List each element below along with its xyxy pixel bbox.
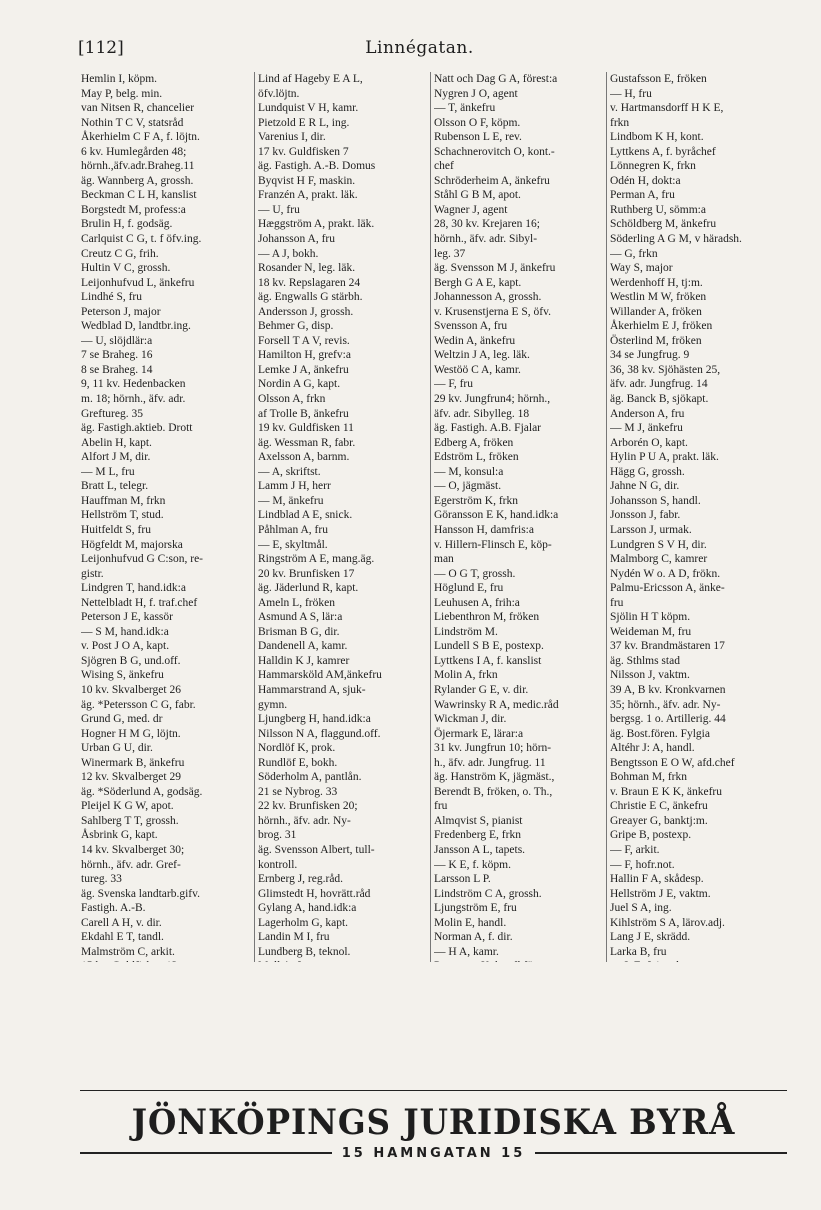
- directory-entry: Peterson J, major: [81, 305, 161, 318]
- directory-entry: Juel S A, ing.: [610, 902, 672, 915]
- directory-entry: Lindström M.: [434, 625, 498, 638]
- directory-entry: May P, belg. min.: [81, 87, 163, 100]
- directory-entry: Molin E, handl.: [434, 916, 507, 929]
- directory-entry: Nygren J O, agent: [434, 87, 518, 100]
- directory-entry: Schröderheim A, änkefru: [434, 174, 550, 187]
- directory-entry: hörnh., äfv. adr. Ny-: [258, 814, 351, 827]
- directory-entry: Perman A, fru: [610, 189, 675, 202]
- directory-entry: 31 kv. Jungfrun 10; hörn-: [434, 742, 552, 755]
- directory-entry: Öjermark E, lärar:a: [434, 727, 524, 740]
- directory-entry: kontroll.: [258, 858, 298, 871]
- directory-entry: Egerström K, frkn: [434, 494, 518, 507]
- directory-entry: Anderson A, fru: [610, 407, 685, 420]
- directory-entry: Lind af Hageby E A L,: [258, 73, 363, 85]
- directory-entry: Ruthberg U, sömm:a: [610, 203, 706, 216]
- directory-entry: Malmborg C, kamrer: [610, 553, 708, 566]
- directory-entry: äg. Banck B, sjökapt.: [610, 393, 709, 406]
- directory-entry: 8 se Braheg. 14: [81, 363, 153, 376]
- directory-entry: Pleijel K G W, apot.: [81, 800, 174, 813]
- directory-entry: — H, fru: [610, 87, 652, 100]
- directory-entry: Greftureg. 35: [81, 407, 143, 420]
- directory-entry: Wawrinsky R A, medic.råd: [434, 698, 559, 711]
- directory-entry: Lagerholm G, kapt.: [258, 916, 349, 929]
- directory-entry: Sahlberg T T, grossh.: [81, 814, 179, 827]
- directory-entry: Arborén O, kapt.: [610, 436, 688, 449]
- directory-entry: Gripe B, postexp.: [610, 829, 692, 842]
- directory-entry: Lindström C A, grossh.: [434, 887, 542, 900]
- directory-entry: Brulin H, f. godsäg.: [81, 218, 173, 231]
- directory-entry: hörnh., äfv. adr. Gref-: [81, 858, 181, 871]
- directory-entry: Franzén A, prakt. läk.: [258, 189, 358, 202]
- directory-entry: Ekdahl E T, tandl.: [81, 931, 164, 944]
- directory-entry: [434, 959, 603, 962]
- directory-entry: Kihlström S A, lärov.adj.: [610, 916, 725, 929]
- directory-entry: Åkerhielm C F A, f. löjtn.: [81, 131, 200, 144]
- directory-entry: brog. 31: [258, 829, 297, 842]
- directory-entry: Bergh G A E, kapt.: [434, 276, 522, 289]
- column-1: [78, 72, 254, 962]
- directory-entry: Larsson L P.: [434, 873, 491, 886]
- directory-entry: äg. Svensson Albert, tull-: [258, 843, 375, 856]
- directory-entry: Lönnegren K, frkn: [610, 160, 696, 173]
- directory-entry: Larsson J, urmak.: [610, 523, 692, 536]
- directory-entry: Ljungberg H, hand.idk:a: [258, 713, 371, 726]
- directory-entry: äg. Fastigh. A.B. Fjalar: [434, 422, 542, 435]
- directory-entry: 22 kv. Brunfisken 20;: [258, 800, 358, 813]
- directory-entry: Sjölin H T köpm.: [610, 611, 691, 624]
- directory-entry: — E, skyltmål.: [258, 538, 328, 551]
- directory-entry: Fredenberg E, frkn: [434, 829, 521, 842]
- directory-entry: 28, 30 kv. Krejaren 16;: [434, 218, 540, 231]
- directory-entry: Wedblad D, landtbr.ing.: [81, 320, 191, 333]
- directory-entry: äg. Jäderlund R, kapt.: [258, 582, 359, 595]
- directory-entry: Pietzold E R L, ing.: [258, 116, 350, 129]
- directory-entry: — O G T, grossh.: [434, 567, 516, 580]
- directory-entry: fru: [610, 596, 624, 609]
- directory-entry: äfv. adr. Jungfrug. 14: [610, 378, 708, 391]
- directory-entry: — F, arkit.: [610, 843, 660, 856]
- directory-entry: 36, 38 kv. Sjöhästen 25,: [610, 363, 721, 376]
- directory-entry: 7 se Braheg. 16: [81, 349, 153, 362]
- directory-entry: — H A, kamr.: [434, 945, 499, 958]
- directory-entry: Nordin A G, kapt.: [258, 378, 341, 391]
- directory-entry: Wickman J, dir.: [434, 713, 507, 726]
- directory-entry: h., äfv. adr. Jungfrug. 11: [434, 756, 546, 769]
- directory-entry: Hultin V C, grossh.: [81, 262, 171, 275]
- directory-entry: Creutz C G, frih.: [81, 247, 159, 260]
- directory-entry: Leijonhufvud G C:son, re-: [81, 553, 204, 566]
- directory-entry: Landin M I, fru: [258, 931, 330, 944]
- directory-entry: äg. Svensson M J, änkefru: [434, 262, 556, 275]
- directory-entry: äg. Wessman R, fabr.: [258, 436, 356, 449]
- directory-entry: Odén H, dokt:a: [610, 174, 681, 187]
- directory-entry: Rundlöf E, bokh.: [258, 756, 338, 769]
- directory-entry: Söderholm A, pantlån.: [258, 771, 362, 784]
- directory-entry: Grund G, med. dr: [81, 713, 163, 726]
- directory-entry: 6 kv. Humlegården 48;: [81, 145, 187, 158]
- directory-entry: Werdenhoff H, tj:m.: [610, 276, 703, 289]
- column-2: [254, 72, 430, 962]
- directory-entry: Edström L, fröken: [434, 451, 519, 464]
- advertisement-title: JÖNKÖPINGS JURIDISKA BYRÅ: [131, 1102, 736, 1143]
- directory-entry: af Trolle B, änkefru: [258, 407, 349, 420]
- directory-entry: Lindgren T, hand.idk:a: [81, 582, 186, 595]
- directory-entry: Bratt L, telegr.: [81, 480, 149, 493]
- directory-entry: bergsg. 1 o. Artillerig. 44: [610, 713, 726, 726]
- directory-entry: — S M, hand.idk:a: [81, 625, 169, 638]
- directory-entry: — M L, fru: [81, 465, 135, 478]
- directory-entry: Natt och Dag G A, förest:a: [434, 73, 558, 85]
- directory-entry: Olsson O F, köpm.: [434, 116, 521, 129]
- directory-entry: tureg. 33: [81, 873, 122, 886]
- directory-entry: Lundell S B E, postexp.: [434, 640, 544, 653]
- directory-entry: Wising S, änkefru: [81, 669, 164, 682]
- directory-entry: Jahne N G, dir.: [610, 480, 680, 493]
- directory-entry: Söderling A G M, v häradsh.: [610, 233, 742, 246]
- directory-entry: Höglund E, fru: [434, 582, 504, 595]
- directory-entry: gymn.: [258, 698, 288, 711]
- directory-entry: Brisman B G, dir.: [258, 625, 340, 638]
- directory-entry: Huitfeldt S, fru: [81, 523, 151, 536]
- directory-entry: Ståhl G B M, apot.: [434, 189, 521, 202]
- directory-entry: äg. Fastigh.aktieb. Drott: [81, 422, 193, 435]
- directory-entry: Glimstedt H, hovrätt.råd: [258, 887, 371, 900]
- directory-entry: Hellström J E, vaktm.: [610, 887, 711, 900]
- directory-entry: Johansson S, handl.: [610, 494, 701, 507]
- directory-entry: Bohman M, frkn: [610, 771, 687, 784]
- directory-entry: Varenius I, dir.: [258, 131, 326, 144]
- directory-entry: Olsson A, frkn: [258, 393, 326, 406]
- directory-entry: Carell A H, v. dir.: [81, 916, 162, 929]
- directory-entry: frkn: [610, 116, 630, 129]
- directory-entry: Palmu-Ericsson A, änke-: [610, 582, 725, 595]
- directory-entry: man: [434, 553, 454, 566]
- directory-entry: Ernberg J, reg.råd.: [258, 873, 344, 886]
- directory-entry: Westöö C A, kamr.: [434, 363, 521, 376]
- directory-entry: 10 kv. Skvalberget 26: [81, 683, 181, 696]
- directory-entry: 20 kv. Brunfisken 17: [258, 567, 355, 580]
- directory-entry: äg. Fastigh. A.-B. Domus: [258, 160, 376, 173]
- directory-entry: äg. *Petersson C G, fabr.: [81, 698, 196, 711]
- directory-entry: — U, fru: [258, 203, 300, 216]
- directory-entry: chef: [434, 160, 454, 173]
- directory-entry: Högfeldt M, majorska: [81, 538, 183, 551]
- directory-entry: Lindbom K H, kont.: [610, 131, 704, 144]
- directory-entry: [258, 959, 427, 962]
- directory-entry: Hammarsköld AM,änkefru: [258, 669, 382, 682]
- directory-entry: 34 se Jungfrug. 9: [610, 349, 690, 362]
- directory-entry: Forsell T A V, revis.: [258, 334, 350, 347]
- footer-top-rule: [80, 1090, 787, 1091]
- directory-entry: Wedin A, änkefru: [434, 334, 516, 347]
- directory-entry: 35; hörnh., äfv. adr. Ny-: [610, 698, 721, 711]
- directory-entry: Altéhr J: A, handl.: [610, 742, 695, 755]
- directory-entry: Påhlman A, fru: [258, 523, 328, 536]
- directory-entry: — F, fru: [434, 378, 474, 391]
- directory-entry: Borgstedt M, profess:a: [81, 203, 186, 216]
- directory-entry: Fastigh. A.-B.: [81, 902, 146, 915]
- directory-entry: Axelsson A, barnm.: [258, 451, 350, 464]
- directory-entry: Lang J E, skrädd.: [610, 931, 691, 944]
- directory-entry: Lindblad A E, snick.: [258, 509, 353, 522]
- directory-entry: Way S, major: [610, 262, 673, 275]
- directory-entry: Hamilton H, grefv:a: [258, 349, 351, 362]
- directory-entry: äg. Svenska landtarb.gifv.: [81, 887, 201, 900]
- directory-entry: Greayer G, banktj:m.: [610, 814, 708, 827]
- directory-entry: Ameln L, fröken: [258, 596, 335, 609]
- directory-entry: 18 kv. Repslagaren 24: [258, 276, 361, 289]
- directory-entry: Göransson E K, hand.idk:a: [434, 509, 559, 522]
- directory-entry: [81, 959, 251, 962]
- directory-entry: hörnh., äfv. adr. Sibyl-: [434, 233, 538, 246]
- directory-entry: Andersson J, grossh.: [258, 305, 354, 318]
- directory-entry: — A, skriftst.: [258, 465, 321, 478]
- directory-entry: Hansson H, damfris:a: [434, 523, 534, 536]
- directory-entry: — M J, änkefru: [610, 422, 683, 435]
- directory-entry: Ljungström E, fru: [434, 902, 517, 915]
- directory-entry: v. Hillern-Flinsch E, köp-: [434, 538, 552, 551]
- directory-entry: Schachnerovitch O, kont.-: [434, 145, 555, 158]
- directory-entry: äg. Sthlms stad: [610, 654, 680, 667]
- directory-entry: Wagner J, agent: [434, 203, 508, 216]
- directory-entry: [610, 959, 779, 962]
- directory-entry: 39 A, B kv. Kronkvarnen: [610, 683, 726, 696]
- directory-entry: Bengtsson E O W, afd.chef: [610, 756, 735, 769]
- directory-entry: Malmström C, arkit.: [81, 945, 175, 958]
- directory-entry: Lundberg B, teknol.: [258, 945, 351, 958]
- directory-entry: — G, frkn: [610, 247, 658, 260]
- directory-entry: leg. 37: [434, 247, 466, 260]
- directory-entry: Hellström T, stud.: [81, 509, 164, 522]
- directory-entry: v. Hartmansdorff H K E,: [610, 102, 724, 115]
- page-number: [112]: [78, 38, 124, 58]
- directory-entry: Leijonhufvud L, änkefru: [81, 276, 195, 289]
- directory-entry: Edberg A, fröken: [434, 436, 514, 449]
- directory-entry: 17 kv. Guldfisken 7: [258, 145, 349, 158]
- directory-entry: Johansson A, fru: [258, 233, 335, 246]
- directory-entry: Rylander G E, v. dir.: [434, 683, 529, 696]
- directory-entry: Alfort J M, dir.: [81, 451, 151, 464]
- directory-entry: Norman A, f. dir.: [434, 931, 513, 944]
- directory-entry: Leuhusen A, frih:a: [434, 596, 520, 609]
- directory-entry: Lyttkens A, f. byråchef: [610, 145, 716, 158]
- directory-entry: Winermark B, änkefru: [81, 756, 185, 769]
- directory-entry: — T, änkefru: [434, 102, 496, 115]
- page-header: [78, 38, 761, 62]
- directory-entry: Willander A, fröken: [610, 305, 702, 318]
- directory-entry: äg. Engwalls G stärbh.: [258, 291, 363, 304]
- column-4: [606, 72, 782, 962]
- directory-entry: Hallin F A, skådesp.: [610, 873, 704, 886]
- directory-entry: Byqvist H F, maskin.: [258, 174, 356, 187]
- directory-entry: Nettelbladt H, f. traf.chef: [81, 596, 198, 609]
- directory-entry: Abelin H, kapt.: [81, 436, 152, 449]
- advertisement-address-row: [80, 1145, 787, 1161]
- directory-entry: 9, 11 kv. Hedenbacken: [81, 378, 186, 391]
- directory-entry: — M, konsul:a: [434, 465, 504, 478]
- directory-entry: m. 18; hörnh., äfv. adr.: [81, 393, 186, 406]
- directory-entry: v. Krusenstjerna E S, öfv.: [434, 305, 551, 318]
- directory-entry: Hägg G, grossh.: [610, 465, 685, 478]
- directory-entry: Urban G U, dir.: [81, 742, 153, 755]
- directory-entry: Larka B, fru: [610, 945, 667, 958]
- directory-entry: äg. *Söderlund A, godsäg.: [81, 785, 203, 798]
- directory-entry: Österlind M, fröken: [610, 334, 702, 347]
- directory-entry: Carlquist C G, t. f öfv.ing.: [81, 233, 202, 246]
- directory-entry: Jonsson J, fabr.: [610, 509, 681, 522]
- directory-entry: Westlin M W, fröken: [610, 291, 707, 304]
- directory-entry: 12 kv. Skvalberget 29: [81, 771, 181, 784]
- directory-entry: Jansson A L, tapets.: [434, 843, 526, 856]
- directory-entry: Johannesson A, grossh.: [434, 291, 542, 304]
- directory-entry: hörnh.,äfv.adr.Braheg.11: [81, 160, 195, 173]
- column-3: [430, 72, 606, 962]
- directory-entry: Weideman M, fru: [610, 625, 692, 638]
- running-title: Linnégatan.: [365, 38, 474, 58]
- directory-entry: Svensson A, fru: [434, 320, 508, 333]
- directory-entry: — F, hofr.not.: [610, 858, 675, 871]
- directory-entry: Liebenthron M, fröken: [434, 611, 540, 624]
- directory-entry: Ringström A E, mang.äg.: [258, 553, 375, 566]
- directory-entry: Nordlöf K, prok.: [258, 742, 336, 755]
- directory-entry: Nilsson J, vaktm.: [610, 669, 690, 682]
- advertisement-address: 15 HAMNGATAN 15: [341, 1145, 526, 1161]
- directory-entry: 21 se Nybrog. 33: [258, 785, 338, 798]
- directory-entry: Hogner H M G, löjtn.: [81, 727, 181, 740]
- directory-entry: Nothin T C V, statsråd: [81, 116, 184, 129]
- directory-entry: — U, slöjdlär:a: [81, 334, 153, 347]
- directory-entry: Åsbrink G, kapt.: [81, 829, 158, 842]
- directory-entry: Gylang A, hand.idk:a: [258, 902, 357, 915]
- directory-entry: Dandenell A, kamr.: [258, 640, 348, 653]
- directory-entry: 14 kv. Skvalberget 30;: [81, 843, 185, 856]
- directory-entry: — O, jägmäst.: [434, 480, 502, 493]
- directory-entry: Lundgren S V H, dir.: [610, 538, 707, 551]
- directory-entry: v. Braun E K K, änkefru: [610, 785, 722, 798]
- directory-entry: äg. Bost.fören. Fylgia: [610, 727, 710, 740]
- directory-entry: Rubenson L E, rev.: [434, 131, 522, 144]
- directory-entry: Christie E C, änkefru: [610, 800, 708, 813]
- directory-entry: 29 kv. Jungfrun4; hörnh.,: [434, 393, 551, 406]
- directory-entry: fru: [434, 800, 448, 813]
- directory-entry: Lindhé S, fru: [81, 291, 143, 304]
- directory-entry: Berendt B, fröken, o. Th.,: [434, 785, 553, 798]
- directory-entry: Hæggström A, prakt. läk.: [258, 218, 375, 231]
- directory-entry: v. Post J O A, kapt.: [81, 640, 170, 653]
- directory-entry: Behmer G, disp.: [258, 320, 334, 333]
- directory-entry: Nilsson N A, flaggund.off.: [258, 727, 381, 740]
- directory-entry: äg. Hanström K, jägmäst.,: [434, 771, 555, 784]
- directory-entry: Nydén W o. A D, frökn.: [610, 567, 721, 580]
- directory-entry: Lundquist V H, kamr.: [258, 102, 359, 115]
- directory-entry: Gustafsson E, fröken: [610, 73, 707, 85]
- directory-entry: 19 kv. Guldfisken 11: [258, 422, 354, 435]
- directory-entry: Hylin P U A, prakt. läk.: [610, 451, 719, 464]
- directory-entry: Hemlin I, köpm.: [81, 73, 158, 85]
- directory-entry: — A J, bokh.: [258, 247, 319, 260]
- directory-entry: Hammarstrand A, sjuk-: [258, 683, 366, 696]
- directory-entry: Asmund A S, lär:a: [258, 611, 343, 624]
- directory-entry: Lyttkens I A, f. kanslist: [434, 654, 542, 667]
- directory-entry: — K E, f. köpm.: [434, 858, 511, 871]
- directory-entry: Sjögren B G, und.off.: [81, 654, 181, 667]
- directory-entry: äg. Wannberg A, grossh.: [81, 174, 194, 187]
- directory-entry: Rosander N, leg. läk.: [258, 262, 356, 275]
- directory-entry: van Nitsen R, chancelier: [81, 102, 195, 115]
- directory-entry: Lemke J A, änkefru: [258, 363, 349, 376]
- directory-entry: 37 kv. Brandmästaren 17: [610, 640, 725, 653]
- address-rule-right: [535, 1152, 787, 1154]
- directory-entry: Halldin K J, kamrer: [258, 654, 350, 667]
- directory-columns: [78, 72, 782, 962]
- directory-entry: Weltzin J A, leg. läk.: [434, 349, 530, 362]
- directory-entry: öfv.löjtn.: [258, 87, 300, 100]
- address-rule-left: [80, 1152, 332, 1154]
- directory-entry: Almqvist S, pianist: [434, 814, 523, 827]
- directory-entry: gistr.: [81, 567, 104, 580]
- directory-entry: Schöldberg M, änkefru: [610, 218, 717, 231]
- advertisement-footer: [80, 1090, 787, 1170]
- directory-entry: Lamm J H, herr: [258, 480, 331, 493]
- directory-entry: — M, änkefru: [258, 494, 324, 507]
- directory-entry: Åkerhielm E J, fröken: [610, 320, 713, 333]
- directory-entry: Molin A, frkn: [434, 669, 498, 682]
- directory-entry: äfv. adr. Sibylleg. 18: [434, 407, 530, 420]
- directory-entry: Hauffman M, frkn: [81, 494, 166, 507]
- directory-entry: Peterson J E, kassör: [81, 611, 173, 624]
- directory-entry: Beckman C L H, kanslist: [81, 189, 197, 202]
